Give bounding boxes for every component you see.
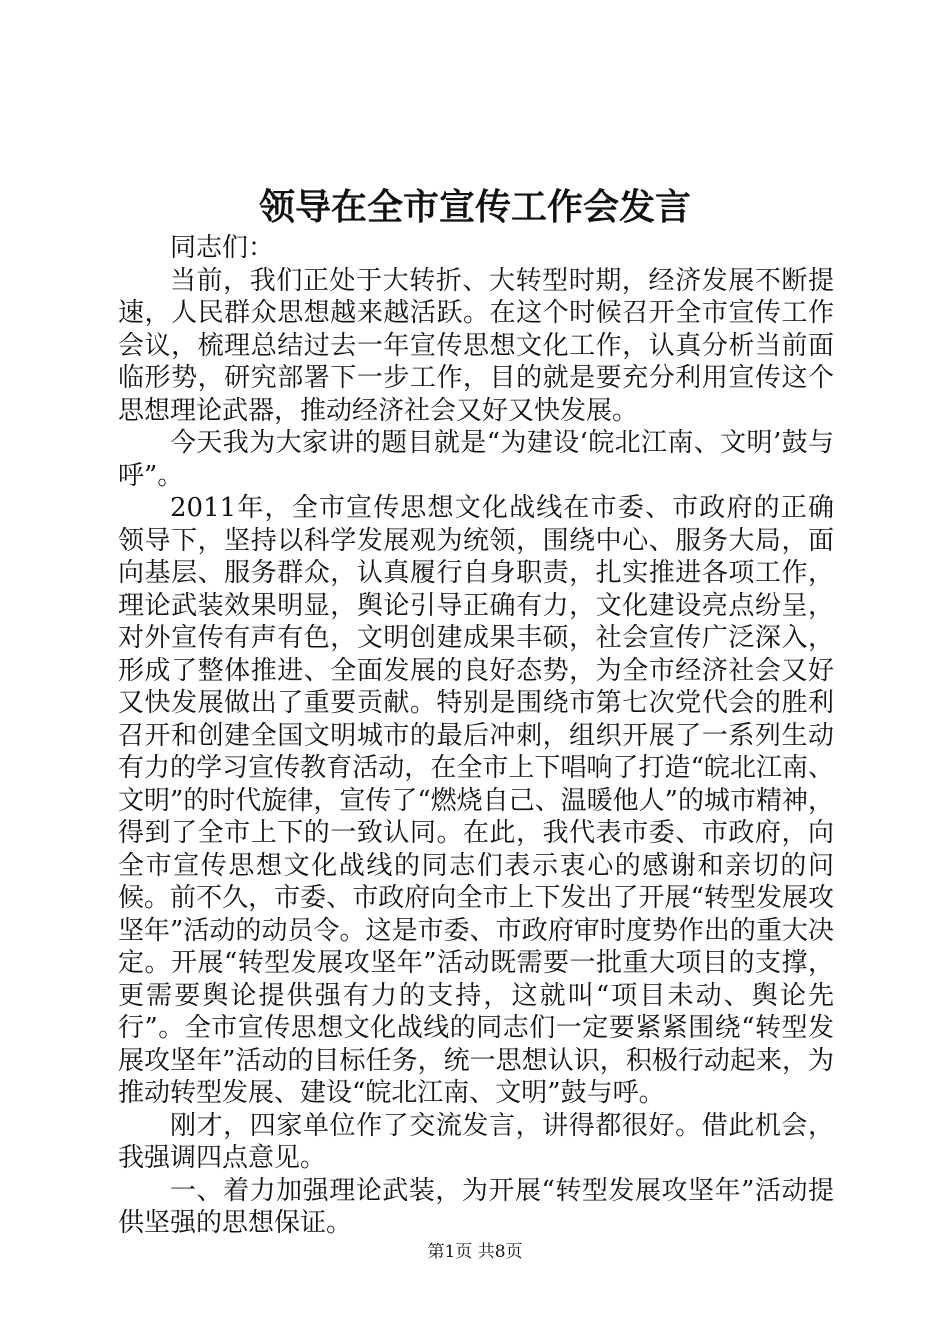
body-paragraph: 2011年，全市宣传思想文化战线在市委、市政府的正确领导下，坚持以科学发展观为统领，围绕中心、服务大局，面向基层、服务群众，认真履行自身职责，扎实推进各项工作，理论武装效果明显，舆论引导正确有力，文化建设亮点纷呈，对外宣传有声有色，文明创建成果丰硕，社会宣传广泛深入，形成了整体推进、全面发展的良好态势，为全市经济社会又好又快发展做出了重要贡献。特别是围绕市第七次党代会的胜利召开和创建全国文明城市的最后冲刺，组织开展了一系列生动有力的学习宣传教育活动，在全市上下唱响了打造“皖北江南、文明”的时代旋律，宣传了“燃烧自己、温暖他人”的城市精神，得到了全市上下的一致认同。在此，我代表市委、市政府，向全市宣传思想文化战线的同志们表示衷心的感谢和亲切的问候。前不久，市委、市政府向全市上下发出了开展“转型发展攻坚年”活动的动员令。这是市委、市政府审时度势作出的重大决定。开展“转型发展攻坚年”活动既需要一批重大项目的支撑，更需要舆论提供强有力的支持，这就叫“项目未动、舆论先行”。全市宣传思想文化战线的同志们一定要紧紧围绕“转型发展攻坚年”活动的目标任务，统一思想认识，积极行动起来，为推动转型发展、建设“皖北江南、文明”鼓与呼。 — [118, 493, 834, 1108]
body-paragraph: 当前，我们正处于大转折、大转型时期，经济发展不断提速，人民群众思想越来越活跃。在这个时候召开全市宣传工作会议，梳理总结过去一年宣传思想文化工作，认真分析当前面临形势，研究部署下一步工作，目的就是要充分利用宣传这个思想理论武器，推动经济社会又好又快发展。 — [118, 265, 834, 426]
document-body — [118, 232, 834, 1240]
salutation-paragraph: 同志们： — [170, 233, 275, 263]
page-number: 第1页 共8页 — [427, 1242, 523, 1262]
body-paragraph: 刚才，四家单位作了交流发言，讲得都很好。借此机会，我强调四点意见。 — [118, 1110, 834, 1173]
body-paragraph: 今天我为大家讲的题目就是“为建设‘皖北江南、文明’鼓与呼”。 — [118, 428, 834, 491]
document-title: 领导在全市宣传工作会发言 — [258, 186, 691, 228]
section-heading-paragraph: 一、着力加强理论武装，为开展“转型发展攻坚年”活动提供坚强的思想保证。 — [118, 1175, 834, 1238]
page-footer — [0, 1240, 950, 1264]
